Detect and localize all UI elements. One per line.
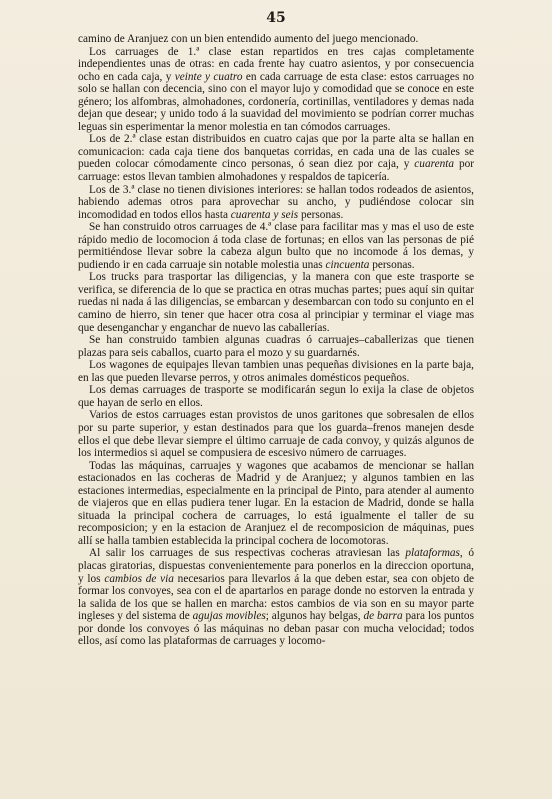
paragraph [78,334,474,359]
italic-text: agujas movibles [192,610,266,623]
text-run: necesarios para llevarlos á la que deben estar, sea con objeto de formar los convoyes, sea con el de apartarlos en parage donde no estorven la entrada y la salida de los que se hallen en marcha: estos cambios de via son en su mayor parte ingleses y del sistema de [78,572,475,623]
paragraph [78,184,474,222]
italic-text: veinte y cuatro [174,70,243,83]
text-run: Todas las máquinas, carruajes y wagones que acabamos de mencionar se hallan estacionados en las cocheras de Madrid y de Aranjuez; y algunos tambien en las estaciones intermedias, especialmente en la principal de Pinto, para atender al aumento de viajeros que en ellas pudiera tener lugar. En la estacion de Madrid, donde se halla situada la principal cochera de carruages, lo está igualmente el taller de su recomposicion; y en la estacion de Aranjuez el de recomposicion de máquinas, pues allí se halla tambien establecida la principal cochera de locomotoras. [78,459,474,547]
text-run: personas. [369,258,415,271]
text-run: Los de 3.ª clase no tienen divisiones interiores: se hallan todos rodeados de asientos, habiendo ademas otros para aprovechar su ancho, y pudiéndose colocar sin incomodidad en todos ellos hasta [78,183,474,221]
italic-text: cincuenta [325,258,370,271]
text-run: Se han construido tambien algunas cuadras ó carruajes–caballerizas que tienen plazas para seis caballos, cuarto para el mozo y su guardarnés. [78,334,474,359]
text-run: por carruage: estos llevan tambien almohadones y respaldos de tapicería. [78,158,474,184]
text-run: Los carruages de 1.ª clase estan repartidos en tres cajas completamente independientes unas de otras: en cada frente hay cuatro asientos, y por consecuencia ocho en cada caja, y [78,45,474,83]
body-text [78,33,474,648]
text-run: Varios de estos carruages estan provistos de unos garitones que sobresalen de ellos por su parte superior, y estan destinados para que los guarda–frenos manejen desde ellos el que debe llevar siempre el último carruaje de cada convoy, y quizás algunos de los intermedios si aquel se compusiera de escesivo número de carruages. [78,409,474,460]
paragraph [78,384,474,409]
text-run: , ó placas giratorias, dispuestas convenientemente para ponerlos en la direccion oportuna, y los [78,547,474,585]
paragraph [78,460,474,548]
italic-text: cambios de via [104,572,174,585]
paragraph [78,133,474,183]
italic-text: cuarenta [414,158,455,171]
text-run: Los wagones de equipajes llevan tambien unas pequeñas divisiones en la parte baja, en las que pueden llevarse perros, y otros animales domésticos pequeños. [78,359,474,384]
text-run: Al salir los carruages de sus respectivas cocheras atraviesan las [89,547,406,560]
paragraph [78,409,474,459]
italic-text: cuarenta y seis [230,208,299,221]
paragraph [78,33,474,46]
text-run: Los demas carruages de trasporte se modificarán segun lo exija la clase de objetos que hayan de serlo en ellos. [78,384,474,409]
text-run: personas. [298,208,344,221]
paragraph [78,547,474,647]
text-run: ; algunos hay belgas, [265,610,364,623]
italic-text: plataformas [405,547,460,560]
text-run: en cada carruage de esta clase: estos carruages no solo se hallan con decencia, sino con el mayor lujo y comodidad que se conoce en este género; los alfombras, almohadones, cordonería, cortinillas, ventiladores y demas nada dejan que desear; y unido todo á la suavidad del movimiento se podrían correr muchas leguas sin esperimentar la menor molestia en tan cómodos carruages. [78,70,474,133]
paragraph [78,46,474,134]
paragraph [78,359,474,384]
text-run: para los puntos por donde los convoyes ó las máquinas no deban pasar con mucha velocidad; todos ellos, así como las plataformas de carruages y locomo- [78,610,474,648]
text-run: camino de Aranjuez con un bien entendido aumento del juego mencionado. [78,33,419,45]
text-run: Los trucks para trasportar las diligencias, y la manera con que este trasporte se verifica, se diferencia de lo que se practica en otras muchas partes; pues aquí sin quitar ruedas ni nada á las diligencias, se embarcan y desembarcan con todo su conjunto en el camino de hierro, sin tener que hacer otra cosa al principiar y terminar el viage mas que desenganchar y enganchar de nuevo las caballerías. [78,271,474,334]
text-run: Los de 2.ª clase estan distribuidos en cuatro cajas que por la parte alta se hallan en comunicacion: cada caja tiene dos banquetas corridas, en cada una de las cuales se pueden colocar cómodamente cinco personas, ó sean diez por caja, y [78,133,474,171]
page-number: 45 [266,10,286,26]
text-run: Se han construido otros carruages de 4.ª clase para facilitar mas y mas el uso de este rápido medio de locomocion á toda clase de fortunas; en ellos van las personas de pié permitiéndose llevar sobre la cabeza algun bulto que no incomode á los demas, y pudiendo ir en cada carruaje sin notable molestia unas [78,221,474,271]
paragraph [78,271,474,334]
paragraph [78,221,474,271]
italic-text: de barra [363,610,403,623]
